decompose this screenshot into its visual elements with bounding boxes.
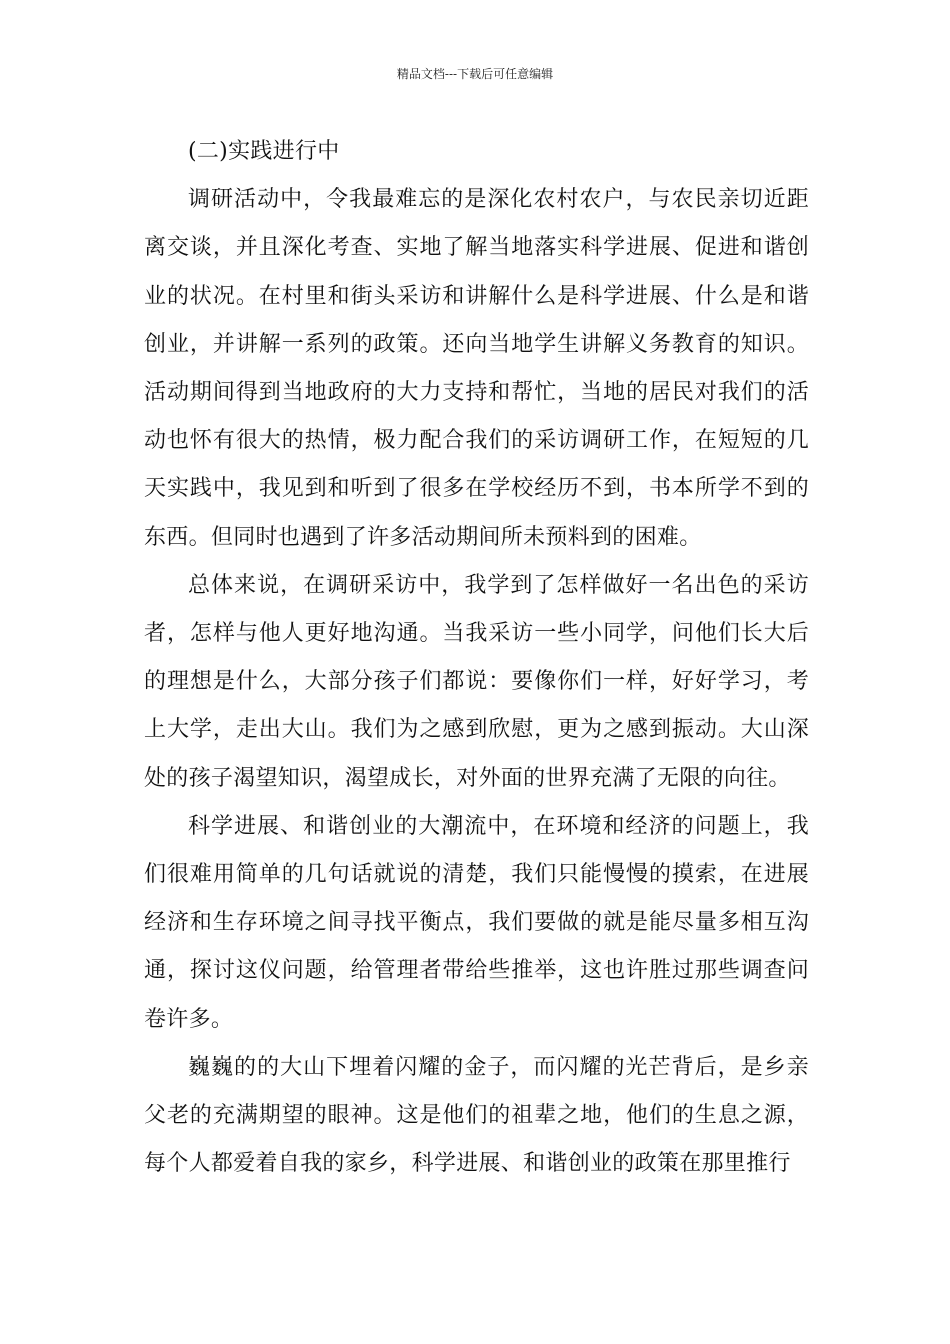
paragraph-4: 巍巍的的大山下埋着闪耀的金子，而闪耀的光芒背后，是乡亲父老的充满期望的眼神。这是他们的祖辈之地，他们的生息之源，每个人都爱着自我的家乡，科学进展、和谐创业的政策在那里推行 [144, 1054, 809, 1177]
section-heading: (二)实践进行中 [188, 139, 340, 164]
paragraph-1: 调研活动中，令我最难忘的是深化农村农户，与农民亲切近距离交谈，并且深化考查、实地了解当地落实科学进展、促进和谐创业的状况。在村里和街头采访和讲解什么是科学进展、什么是和谐创业，并讲解一系列的政策。还向当地学生讲解义务教育的知识。活动期间得到当地政府的大力支持和帮忙，当地的居民对我们的活动也怀有很大的热情，极力配合我们的采访调研工作，在短短的几天实践中，我见到和听到了很多在学校经历不到，书本所学不到的东西。但同时也遇到了许多活动期间所未预料到的困难。 [144, 187, 809, 550]
page-header: 精品文档---下载后可任意编辑 [396, 67, 554, 81]
paragraph-2: 总体来说，在调研采访中，我学到了怎样做好一名出色的采访者，怎样与他人更好地沟通。当我采访一些小同学，问他们长大后的理想是什么，大部分孩子们都说：要像你们一样，好好学习，考上大学，走出大山。我们为之感到欣慰，更为之感到振动。大山深处的孩子渴望知识，渴望成长，对外面的世界充满了无限的向往。 [144, 572, 809, 791]
document-body [144, 128, 809, 1188]
paragraph-3: 科学进展、和谐创业的大潮流中，在环境和经济的问题上，我们很难用简单的几句话就说的清楚，我们只能慢慢的摸索，在进展经济和生存环境之间寻找平衡点，我们要做的就是能尽量多相互沟通，探讨这仪问题，给管理者带给些推举，这也许胜过那些调查问卷许多。 [144, 813, 809, 1032]
